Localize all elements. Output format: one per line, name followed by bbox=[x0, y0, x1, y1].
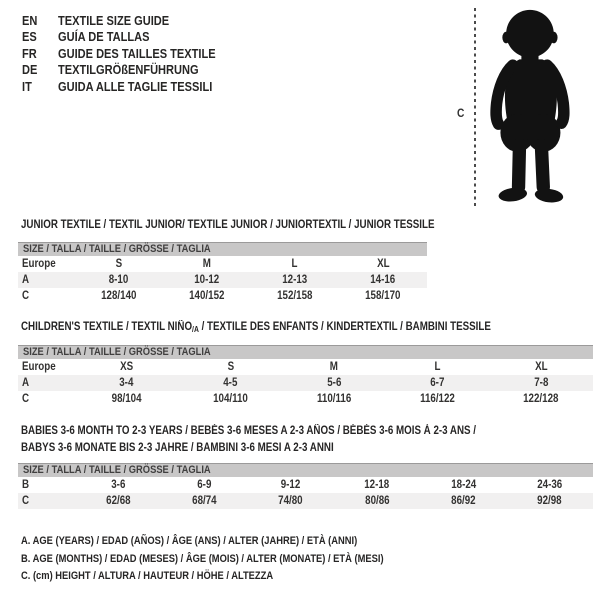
footnote-a: A. AGE (YEARS) / EDAD (AÑOS) / ÂGE (ANS) / ALTER (JAHRE) / ETÀ (ANNI) bbox=[21, 535, 358, 547]
row-label: C bbox=[22, 392, 30, 405]
size-cell: 8-10 bbox=[109, 273, 129, 286]
row-label: A bbox=[22, 376, 30, 389]
table-row bbox=[18, 359, 593, 375]
language-code: ES bbox=[22, 29, 37, 45]
size-cell: 80/86 bbox=[364, 494, 390, 507]
size-cell: 128/140 bbox=[101, 289, 137, 302]
row-label: A bbox=[22, 273, 30, 286]
row-label: B bbox=[22, 478, 30, 491]
table-row bbox=[18, 375, 593, 391]
row-label: C bbox=[22, 494, 30, 507]
size-cell: 116/122 bbox=[420, 392, 455, 405]
size-cell: 7-8 bbox=[534, 376, 549, 389]
size-cell: 152/158 bbox=[277, 289, 313, 302]
footnote-c: C. (cm) HEIGHT / ALTURA / HAUTEUR / HÖHE / ALTEZZA bbox=[21, 570, 274, 583]
size-cell: 14-16 bbox=[370, 273, 396, 286]
babies-size-table bbox=[18, 463, 593, 509]
size-cell: 86/92 bbox=[451, 494, 476, 507]
size-cell: 158/170 bbox=[365, 289, 401, 302]
size-cell: 12-13 bbox=[282, 273, 308, 286]
size-cell: 3-4 bbox=[119, 376, 134, 389]
size-cell: 122/128 bbox=[523, 392, 559, 405]
language-code: FR bbox=[22, 45, 37, 61]
height-measure-label: C bbox=[457, 106, 465, 120]
language-row bbox=[22, 29, 243, 45]
language-row bbox=[22, 46, 243, 62]
junior-table-title: JUNIOR TEXTILE / TEXTIL JUNIOR/ TEXTILE JUNIOR / JUNIORTEXTIL / JUNIOR TESSILE bbox=[21, 219, 435, 231]
babies-table-title: BABIES 3-6 MONTH TO 2-3 YEARS / BEBÉS 3-6 MESES A 2-3 AÑOS / BÉBÉS 3-6 MOIS À 2-3 ANS / BABYS 3-6 MONATE BIS 2-3 JAHRE / BAMBINI 3-6 MESI A 2-3 ANNI bbox=[21, 425, 477, 454]
language-row bbox=[22, 13, 243, 29]
size-cell: 92/98 bbox=[537, 494, 563, 507]
children-size-table bbox=[18, 345, 593, 407]
language-row bbox=[22, 79, 243, 95]
language-title: GUIDA ALLE TAGLIE TESSILI bbox=[58, 78, 213, 94]
size-cell: S bbox=[227, 360, 234, 373]
size-cell: L bbox=[434, 360, 441, 373]
row-label: Europe bbox=[22, 360, 56, 373]
size-header-band bbox=[18, 346, 593, 359]
size-cell: 6-7 bbox=[430, 376, 445, 389]
size-cell: S bbox=[115, 257, 123, 270]
size-cell: 62/68 bbox=[105, 494, 131, 507]
size-cell: M bbox=[329, 360, 339, 373]
size-cell: 104/110 bbox=[212, 392, 248, 405]
size-cell: 68/74 bbox=[192, 494, 217, 507]
size-cell: XL bbox=[534, 360, 548, 373]
table-row bbox=[18, 477, 593, 493]
table-row bbox=[18, 272, 427, 288]
size-cell: XL bbox=[376, 257, 390, 270]
size-cell: 12-18 bbox=[364, 478, 390, 491]
row-label: Europe bbox=[22, 257, 56, 270]
table-row bbox=[18, 391, 593, 407]
height-dashed-line bbox=[474, 8, 476, 208]
size-header-label: SIZE / TALLA / TAILLE / GRÖSSE / TAGLIA bbox=[23, 346, 211, 359]
size-cell: L bbox=[292, 257, 298, 270]
size-cell: 4-5 bbox=[223, 376, 238, 389]
size-cell: M bbox=[202, 257, 212, 270]
size-cell: XS bbox=[120, 360, 134, 373]
language-title: TEXTILGRÖßENFÜHRUNG bbox=[58, 62, 199, 78]
row-label: C bbox=[22, 289, 30, 302]
size-cell: 5-6 bbox=[326, 376, 342, 389]
table-row bbox=[18, 256, 427, 272]
footnote-b: B. AGE (MONTHS) / EDAD (MESES) / ÂGE (MOIS) / ALTER (MONATE) / ETÀ (MESI) bbox=[21, 552, 384, 565]
size-cell: 18-24 bbox=[450, 478, 476, 491]
size-cell: 110/116 bbox=[316, 392, 352, 405]
footnotes bbox=[21, 533, 448, 586]
size-header-band bbox=[18, 464, 593, 477]
language-title: TEXTILE SIZE GUIDE bbox=[58, 13, 170, 28]
baby-silhouette-icon bbox=[481, 8, 577, 208]
table-row bbox=[18, 288, 427, 304]
size-cell: 10-12 bbox=[194, 273, 220, 286]
size-header-label: SIZE / TALLA / TAILLE / GRÖSSE / TAGLIA bbox=[23, 464, 211, 477]
size-cell: 6-9 bbox=[197, 478, 212, 491]
language-code: DE bbox=[22, 62, 38, 78]
junior-size-table bbox=[18, 242, 427, 304]
language-row bbox=[22, 62, 243, 78]
language-code: IT bbox=[22, 78, 32, 94]
header-language-list bbox=[22, 13, 243, 95]
size-cell: 3-6 bbox=[111, 478, 126, 491]
size-cell: 9-12 bbox=[281, 478, 301, 491]
size-cell: 24-36 bbox=[537, 478, 563, 491]
table-row bbox=[18, 493, 593, 509]
children-table-title: CHILDREN'S TEXTILE / TEXTIL $NIÑO_{/A}$ / TEXTILE DES ENFANTS / KINDERTEXTIL / BAMBINI TESSILE bbox=[21, 321, 491, 334]
language-code: EN bbox=[22, 13, 38, 28]
language-title: GUÍA DE TALLAS bbox=[58, 29, 150, 45]
size-header-band bbox=[18, 243, 427, 256]
size-cell: 98/104 bbox=[111, 392, 142, 405]
size-cell: 140/152 bbox=[189, 289, 225, 302]
size-header-label: SIZE / TALLA / TAILLE / GRÖSSE / TAGLIA bbox=[23, 243, 211, 256]
size-cell: 74/80 bbox=[278, 494, 304, 507]
language-title: GUIDE DES TAILLES TEXTILE bbox=[58, 45, 216, 61]
